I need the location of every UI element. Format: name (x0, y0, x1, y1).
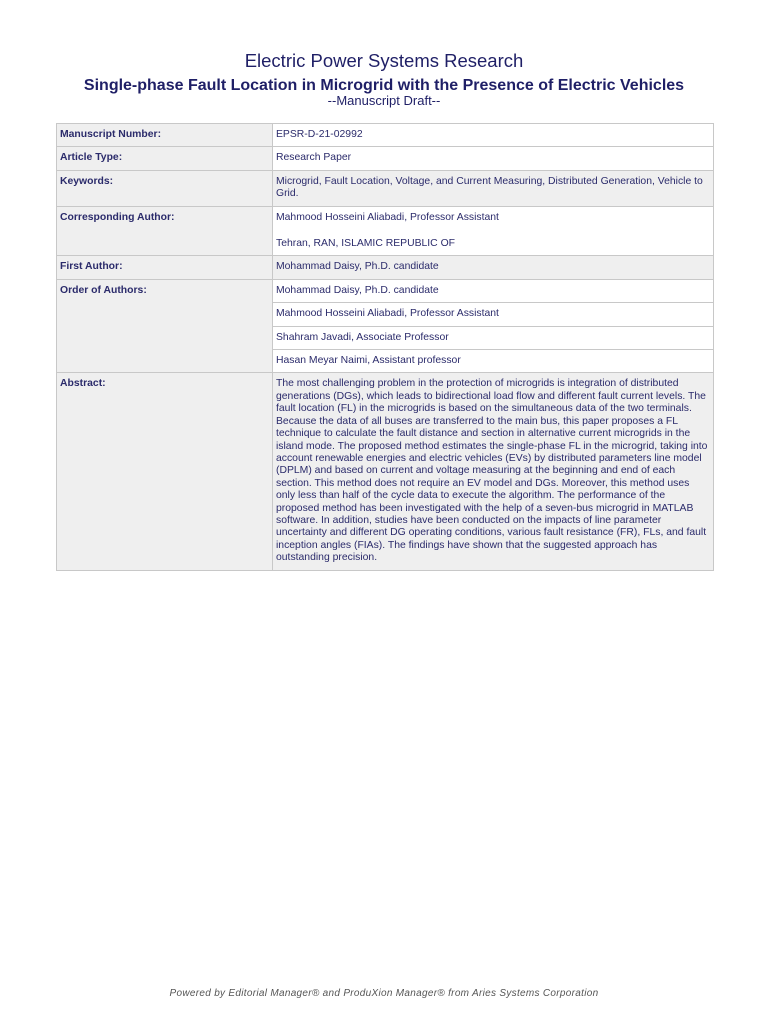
corresponding-author-value (273, 206, 714, 256)
footer-powered-by: Powered by Editorial Manager® and ProduXion Manager® from Aries Systems Corporation (169, 988, 599, 999)
article-type-label: Article Type: (57, 147, 273, 170)
row-article-type (57, 147, 714, 170)
author-item: Shahram Javadi, Associate Professor (273, 326, 714, 349)
corresponding-author-name: Mahmood Hosseini Aliabadi, Professor Assistant (276, 211, 499, 223)
article-type-value: Research Paper (273, 147, 714, 170)
author-item: Mohammad Daisy, Ph.D. candidate (273, 279, 714, 302)
order-of-authors-label: Order of Authors: (57, 279, 273, 373)
abstract-label: Abstract: (57, 373, 273, 570)
author-item: Hasan Meyar Naimi, Assistant professor (273, 350, 714, 373)
row-keywords (57, 170, 714, 206)
keywords-label: Keywords: (57, 170, 273, 206)
manuscript-number-label: Manuscript Number: (57, 124, 273, 147)
corresponding-author-label: Corresponding Author: (57, 206, 273, 256)
manuscript-number-value: EPSR-D-21-02992 (273, 124, 714, 147)
corresponding-author-location: Tehran, RAN, ISLAMIC REPUBLIC OF (276, 238, 455, 250)
row-abstract (57, 373, 714, 570)
author-item: Mahmood Hosseini Aliabadi, Professor Assistant (273, 303, 714, 326)
journal-title: Electric Power Systems Research (244, 50, 524, 71)
manuscript-metadata-table (56, 123, 714, 571)
row-manuscript-number (57, 124, 714, 147)
manuscript-title: Single-phase Fault Location in Microgrid with the Presence of Electric Vehicles (83, 77, 685, 94)
first-author-label: First Author: (57, 256, 273, 279)
first-author-value: Mohammad Daisy, Ph.D. candidate (273, 256, 714, 279)
row-corresponding-author (57, 206, 714, 256)
draft-label: --Manuscript Draft-- (327, 93, 441, 108)
row-first-author (57, 256, 714, 279)
row-order-of-authors (57, 279, 714, 302)
keywords-value: Microgrid, Fault Location, Voltage, and Current Measuring, Distributed Generation, Vehicle to Grid. (273, 170, 714, 206)
abstract-value: The most challenging problem in the protection of microgrids is integration of distributed generations (DGs), which leads to bidirectional load flow and different fault current levels. The fault location (FL) in the microgrids is based on the simultaneous data of the two terminals. Because the data of all buses are transferred to the main bus, this paper proposes a FL technique to calculate the fault distance and section in alternative current microgrids in the island mode. The proposed method estimates the single-phase FL in the microgrid, taking into account renewable energies and electric vehicles (EVs) by distributed parameters line model (DPLM) and based on current and voltage measuring at the beginning and end of each section. This method does not require an EV model and DGs. Moreover, this method uses only less than half of the cycle data to execute the algorithm. The performance of the proposed method has been investigated with the help of a seven-bus microgrid in MATLAB software. In addition, studies have been conducted on the impacts of line parameter uncertainty and different DG operating conditions, various fault resistance (FR), FLs, and fault inception angles (FIAs). The findings have shown that the suggested approach has outstanding precision. (273, 373, 714, 570)
